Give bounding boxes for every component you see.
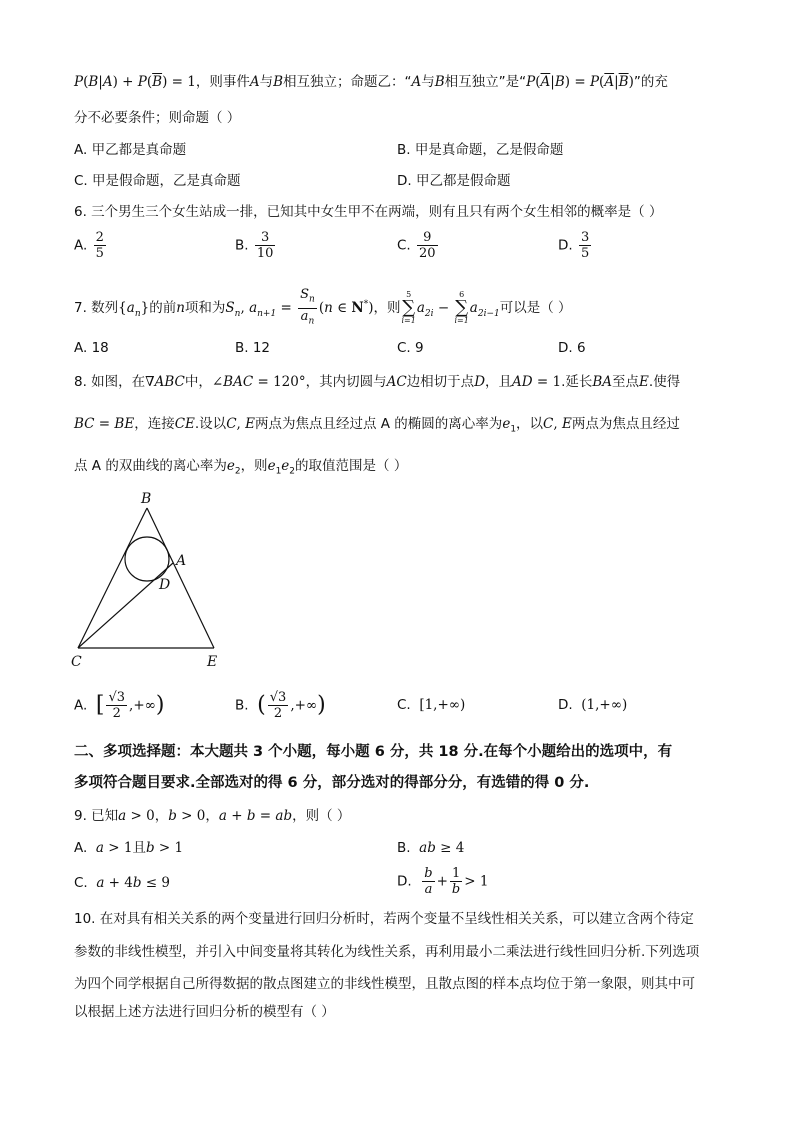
q7-option-a: A. 18 (74, 340, 109, 356)
q6-option-d: D. $\frac{3}{5}$ (558, 230, 590, 261)
label-e: E (207, 654, 218, 670)
section-2-heading-line1: 二、多项选择题：本大题共 3 个小题，每小题 6 分，共 18 分.在每个小题给出的选项中，有 (74, 744, 673, 760)
side-ca (78, 563, 173, 648)
q8-option-c: C. [1,+∞) (397, 697, 466, 713)
q8-option-a: A. [ $\frac{√3}{2}$ ,+∞) (74, 690, 165, 721)
q9-option-c: C. a + 4b ≤ 9 (74, 875, 170, 891)
q8-option-b: B. ( $\frac{√3}{2}$ ,+∞) (235, 690, 326, 721)
q10-line2: 参数的非线性模型，并引入中间变量将其转化为线性关系，再利用最小二乘法进行线性回归分析.下列选项 (74, 944, 700, 960)
q5-option-b: B. 甲是真命题，乙是假命题 (397, 142, 564, 158)
q8-line3: 点 A 的双曲线的离心率为$e_2$，则$e_1e_2$的取值范围是（ ） (74, 458, 408, 477)
q9-option-b: B. ab ≥ 4 (397, 840, 465, 856)
q5-line2: 分不必要条件；则命题（ ） (74, 110, 241, 126)
q7-option-c: C. 9 (397, 340, 424, 356)
incircle (125, 537, 169, 581)
label-a: A (176, 553, 187, 569)
q8-option-d: D. (1,+∞) (558, 697, 628, 713)
q10-line4: 以根据上述方法进行回归分析的模型有（ ） (74, 1004, 335, 1020)
q6-option-b: B. $\frac{3}{10}$ (235, 230, 274, 261)
q7-stem: 7. 数列$\{a_n\}$的前n项和为$S_n$, $a_{n+1}$ = $\frac{S_n}{a_n}$ (n ∈ N*)，则 5 ∑ i=1 $a_{2i}$ − 6 ∑ i=1 $a_{2i-1}$可以是（ ） (74, 287, 572, 327)
q9-option-d: D. $\frac{b}{a}$ + $\frac{1}{b}$ > 1 (397, 866, 489, 897)
q8-line2: BC = BE，连接CE.设以C, E两点为焦点且经过点 A 的椭圆的离心率为$e_1$，以C, E两点为焦点且经过 (74, 416, 680, 435)
label-b: B (141, 491, 152, 507)
q6-option-c: C. $\frac{9}{20}$ (397, 230, 436, 261)
q10-line3: 为四个同学根据自己所得数据的散点图建立的非线性模型，且散点图的样本点均位于第一象限，则其中可 (74, 976, 695, 992)
q5-line1: $P(B|A) + P(\overline{B}) = 1$，则事件A与B相互独立；命题乙：“A与B相互独立”是“$P(\overline{A}|B) = P(\overline{A}|\overline{B})$”的充 (74, 74, 668, 90)
label-d: D (159, 577, 171, 593)
q9-option-a: A. a > 1且b > 1 (74, 840, 184, 856)
section-2-heading-line2: 多项符合题目要求.全部选对的得 6 分，部分选对的得部分分，有选错的得 0 分. (74, 775, 590, 791)
q9-stem: 9. 已知a > 0，b > 0，a + b = ab，则（ ） (74, 808, 351, 824)
q10-line1: 10. 在对具有相关关系的两个变量进行回归分析时，若两个变量不呈线性相关关系，可以建立含两个待定 (74, 911, 694, 927)
q6-option-a: A. $\frac{2}{5}$ (74, 230, 104, 261)
q8-line1: 8. 如图，在∇ABC中，∠BAC = 120°，其内切圆与AC边相切于点D，且AD = 1.延长BA至点E.使得 (74, 374, 681, 390)
q7-option-d: D. 6 (558, 340, 586, 356)
q8-triangle-figure (64, 488, 234, 673)
q5-option-d: D. 甲乙都是假命题 (397, 173, 511, 189)
q6-stem: 6. 三个男生三个女生站成一排，已知其中女生甲不在两端，则有且只有两个女生相邻的概率是（ ） (74, 204, 663, 220)
q5-option-a: A. 甲乙都是真命题 (74, 142, 187, 158)
q7-option-b: B. 12 (235, 340, 271, 356)
label-c: C (71, 654, 82, 670)
q5-option-c: C. 甲是假命题，乙是真命题 (74, 173, 241, 189)
